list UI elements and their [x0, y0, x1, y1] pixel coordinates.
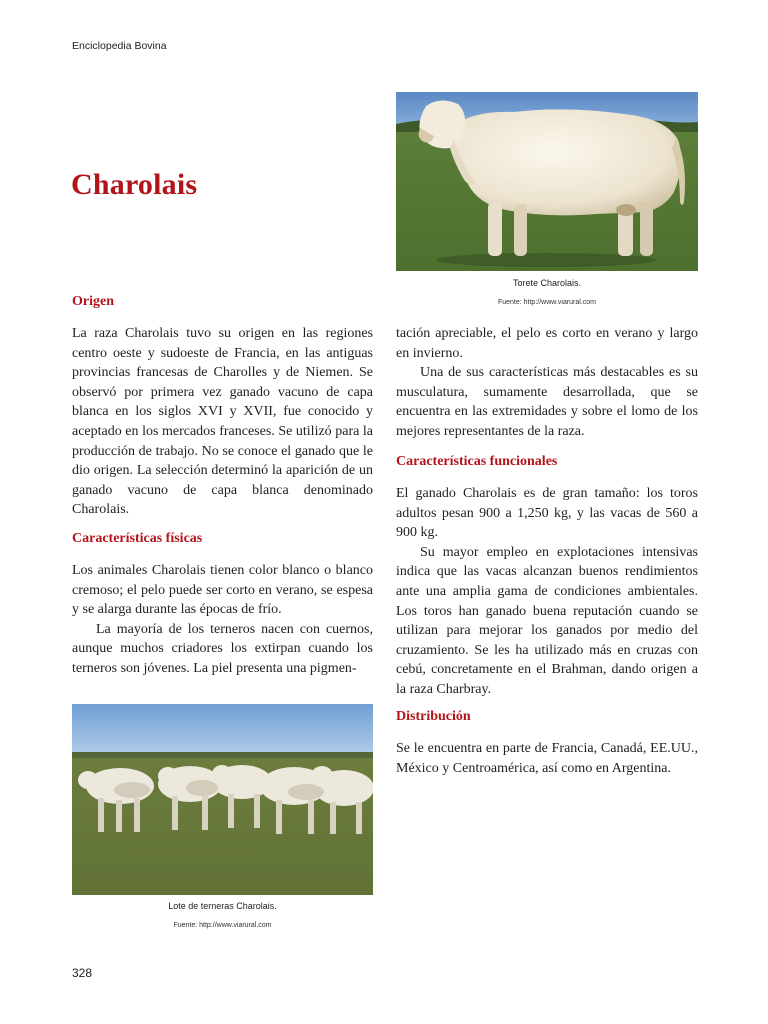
section-distribucion-text — [396, 739, 698, 778]
paragraph: tación apreciable, el pelo es corto en verano y largo en invierno. — [396, 326, 698, 361]
section-fisicas-text — [72, 561, 373, 679]
paragraph: La raza Charolais tuvo su origen en las regiones centro oeste y sudoeste de Francia, en las antiguas provincias francesas de Charolles y de Niemen. Se observó por primera vez ganado vacuno de capa blanca en los siglos XVI y XVII, fue conocido y aceptado en los mercados franceses. Se utilizó para la producción de trabajo. No se conoce el ganado que le dio origen. La selección determinó la aparición de un ganado vacuno de capa blanca denominado Charolais. — [72, 326, 373, 518]
paragraph: La mayoría de los terneros nacen con cuernos, aunque muchos criadores los extirpan cuando los terneros son jóvenes. La piel presenta una pigmen- — [72, 621, 373, 676]
heading-origen: Origen — [72, 294, 114, 309]
page-number: 328 — [72, 966, 93, 980]
heading-caracteristicas-fisicas: Características físicas — [72, 531, 203, 546]
bull-caption-source: Fuente: http://www.viarural.com — [497, 299, 597, 306]
heifers-photo-caption — [72, 901, 373, 929]
paragraph: Su mayor empleo en explotaciones intensivas indica que las vacas alcanzan buenos rendimientos ante una amplia gama de condiciones ambientales. Los toros han ganado buena reputación cuando se utilizan para mejorar los ganados por medio del cruzamiento. Se les ha utilizado más en cruzas con cebú, concretamente en el Brahman, dando origen a la raza Charbray. — [396, 544, 698, 697]
heading-caracteristicas-funcionales: Características funcionales — [396, 454, 558, 469]
heifers-photo-image — [72, 704, 373, 895]
running-head: Enciclopedia Bovina — [72, 40, 167, 52]
heifers-caption-source: Fuente: http://www.viarural.com — [173, 922, 272, 929]
section-origen-text — [72, 324, 373, 520]
article-title: Charolais — [71, 168, 198, 201]
paragraph: Una de sus características más destacables es su musculatura, sumamente desarrollada, que se encuentra en las extremidades y sobre el lomo de los mejores representantes de la raza. — [396, 365, 698, 439]
heading-distribucion: Distribución — [396, 709, 471, 724]
paragraph: Se le encuentra en parte de Francia, Canadá, EE.UU., México y Centroamérica, así como en Argentina. — [396, 741, 698, 776]
paragraph: El ganado Charolais es de gran tamaño: los toros adultos pesan 900 a 1,250 kg, y las vacas de 560 a 900 kg. — [396, 486, 698, 541]
bull-photo-caption — [396, 278, 698, 306]
bull-photo-image — [396, 92, 698, 271]
heifers-caption-text: Lote de terneras Charolais. — [168, 901, 277, 911]
paragraph: Los animales Charolais tienen color blanco o blanco cremoso; el pelo puede ser corto en verano, se espesa y se alarga durante las épocas de frío. — [72, 563, 373, 618]
bull-caption-text: Torete Charolais. — [512, 278, 582, 288]
section-funcionales-text — [396, 484, 698, 700]
bull-photo — [396, 92, 698, 271]
section-fisicas-continuation-text — [396, 324, 698, 442]
heifers-photo — [72, 704, 373, 895]
